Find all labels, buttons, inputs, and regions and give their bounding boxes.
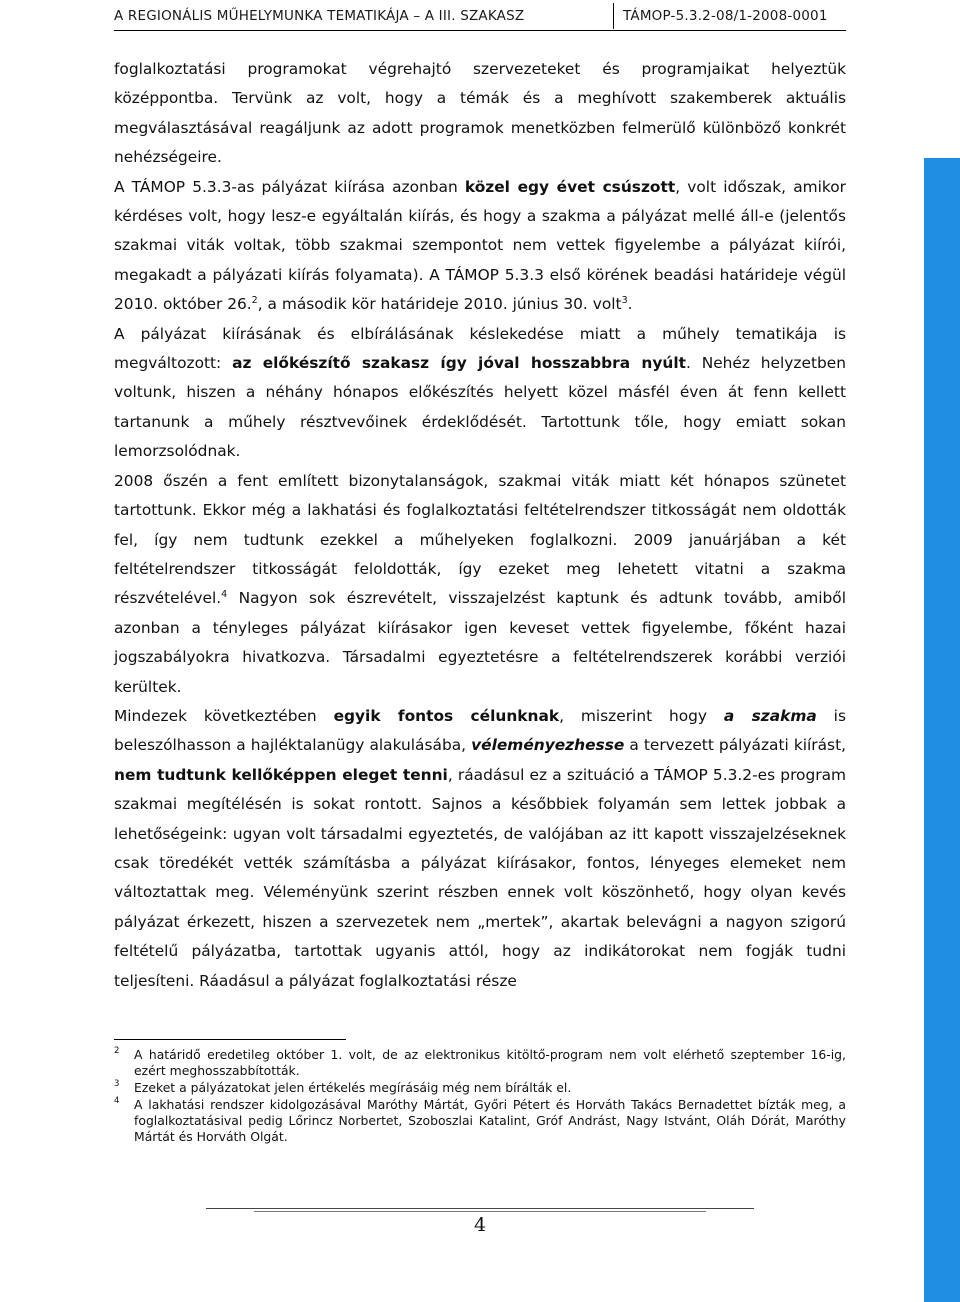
footnote-ref-2[interactable]: 2 (251, 295, 258, 307)
footnote-number: 3 (114, 1078, 120, 1089)
paragraph-1: foglalkoztatási programokat végrehajtó szervezeteket és programjaikat helyeztük középpontba. Tervünk az volt, hogy a témák és a meghívott szakemberek aktuális megválasztásával reagáljunk az adott programok menetközben felmerülő különböző konkrét nehézségeire. (114, 60, 846, 167)
footnote-text: A lakhatási rendszer kidolgozásával Maróthy Mártát, Győri Pétert és Horváth Takács Bernadettet bízták meg, a foglalkoztatásival pedig Lőrincz Norbertet, Szoboszlai Katalint, Gróf Andrást, Nagy Istvánt, Oláh Dórát, Maróthy Mártát és Horváth Olgát. (134, 1096, 846, 1144)
paragraph-3: A pályázat kiírásának és elbírálásának késlekedése miatt a műhely tematikája is megváltozott: az előkészítő szakasz így jóval hosszabbra nyúlt. Nehéz helyzetben voltunk, hiszen a néhány hónapos előkészítés helyett közel másfél éven át fenn kellett tartanunk a műhely résztvevőinek érdeklődését. Tartottunk tőle, hogy emiatt sokan lemorzsolódnak. (114, 324, 846, 461)
main-text (114, 55, 846, 996)
bold-italic-phrase: a szakma (723, 706, 817, 725)
footnote-text: A határidő eredetileg október 1. volt, de az elektronikus kitöltő-program nem volt elérhető szeptember 16-ig, ezért meghosszabbították. (134, 1047, 846, 1078)
bold-italic-phrase: véleményezhesse (471, 736, 625, 755)
bold-phrase: az előkészítő szakasz így jóval hosszabbra nyúlt (232, 354, 686, 373)
paragraph-5: Mindezek következtében egyik fontos célunknak, miszerint hogy a szakma is beleszólhasson a hajléktalanügy alakulásába, véleményezhesse a tervezett pályázati kiírást, nem tudtunk kellőképpen eleget tenni, ráadásul ez a szituáció a TÁMOP 5.3.2-es program szakmai megítélésén is sokat rontott. Sajnos a későbbiek folyamán sem lettek jobbak a lehetőségeink: ugyan volt társadalmi egyeztetés, de valójában az itt kapott visszajelzéseknek csak töredékét vették számításba a pályázat kiírásakor, fontos, lényeges elemeket nem változtattak meg. Véleményünk szerint részben ennek volt köszönhető, hogy olyan kevés pályázat érkezett, hiszen a szervezetek nem „mertek”, akartak belevágni a nagyon szigorú feltételű pályázatba, tartottak ugyanis attól, hogy az indikátorokat nem fogják tudni teljesíteni. Ráadásul a pályázat foglalkoztatási része (114, 706, 846, 990)
bold-phrase: egyik fontos célunknak (333, 706, 560, 725)
footnote-ref-3[interactable]: 3 (621, 295, 628, 307)
header-title: A REGIONÁLIS MŰHELYMUNKA TEMATIKÁJA – A III. SZAKASZ (114, 8, 525, 24)
paragraph-2: A TÁMOP 5.3.3-as pályázat kiírása azonban közel egy évet csúszott, volt időszak, amikor kérdéses volt, hogy lesz-e egyáltalán kiírás, és hogy a szakma a pályázat mellé áll-e (jelentős szakmai viták voltak, több szakmai szempontot nem vettek figyelembe a pályázat kiírói, megakadt a pályázati kiírás folyamata). A TÁMOP 5.3.3 első körének beadási határideje végül 2010. október 26.$^2$, a második kör határideje 2010. június 30. volt$^3$. (114, 177, 847, 314)
footnote-number: 2 (114, 1046, 120, 1056)
footnotes (114, 1047, 846, 1144)
blue-side-bar (924, 158, 960, 1302)
footnote-3 (114, 1080, 846, 1096)
header-separator (613, 3, 614, 29)
header-rule (114, 30, 846, 31)
footnote-ref-4[interactable]: 4 (221, 589, 228, 601)
footnote-text: Ezeket a pályázatokat jelen értékelés megírásáig még nem bírálták el. (134, 1079, 572, 1095)
footnote-separator (114, 1039, 346, 1040)
footnote-4 (114, 1097, 846, 1145)
header-project-code: TÁMOP-5.3.2-08/1-2008-0001 (623, 8, 828, 24)
footnote-number: 4 (114, 1095, 120, 1106)
running-header (0, 0, 960, 33)
paragraph-4: 2008 őszén a fent említett bizonytalanságok, szakmai viták miatt két hónapos szünetet tartottunk. Ekkor még a lakhatási és foglalkoztatási feltételrendszer titkosságát nem oldották fel, így nem tudtunk ezekkel a műhelyeken foglalkozni. 2009 januárjában a két feltételrendszer titkosságát feloldották, így ezeket meg lehetett vitatni a szakma részvételével.$^4$ Nagyon sok észrevételt, visszajelzést kaptunk és adtunk tovább, amiből azonban a tényleges pályázat kiírásakor igen keveset vettek figyelembe, főként hazai jogszabályokra hivatkozva. Társadalmi egyeztetésre a feltételrendszerek korábbi verziói kerültek. (114, 471, 846, 696)
footnote-2 (114, 1047, 846, 1079)
footer-rule (206, 1208, 754, 1209)
bold-phrase: nem tudtunk kellőképpen eleget tenni (114, 765, 448, 784)
footer-rule-inner (254, 1211, 706, 1212)
bold-phrase: közel egy évet csúszott (464, 177, 676, 196)
page-number: 4 (473, 1214, 487, 1236)
